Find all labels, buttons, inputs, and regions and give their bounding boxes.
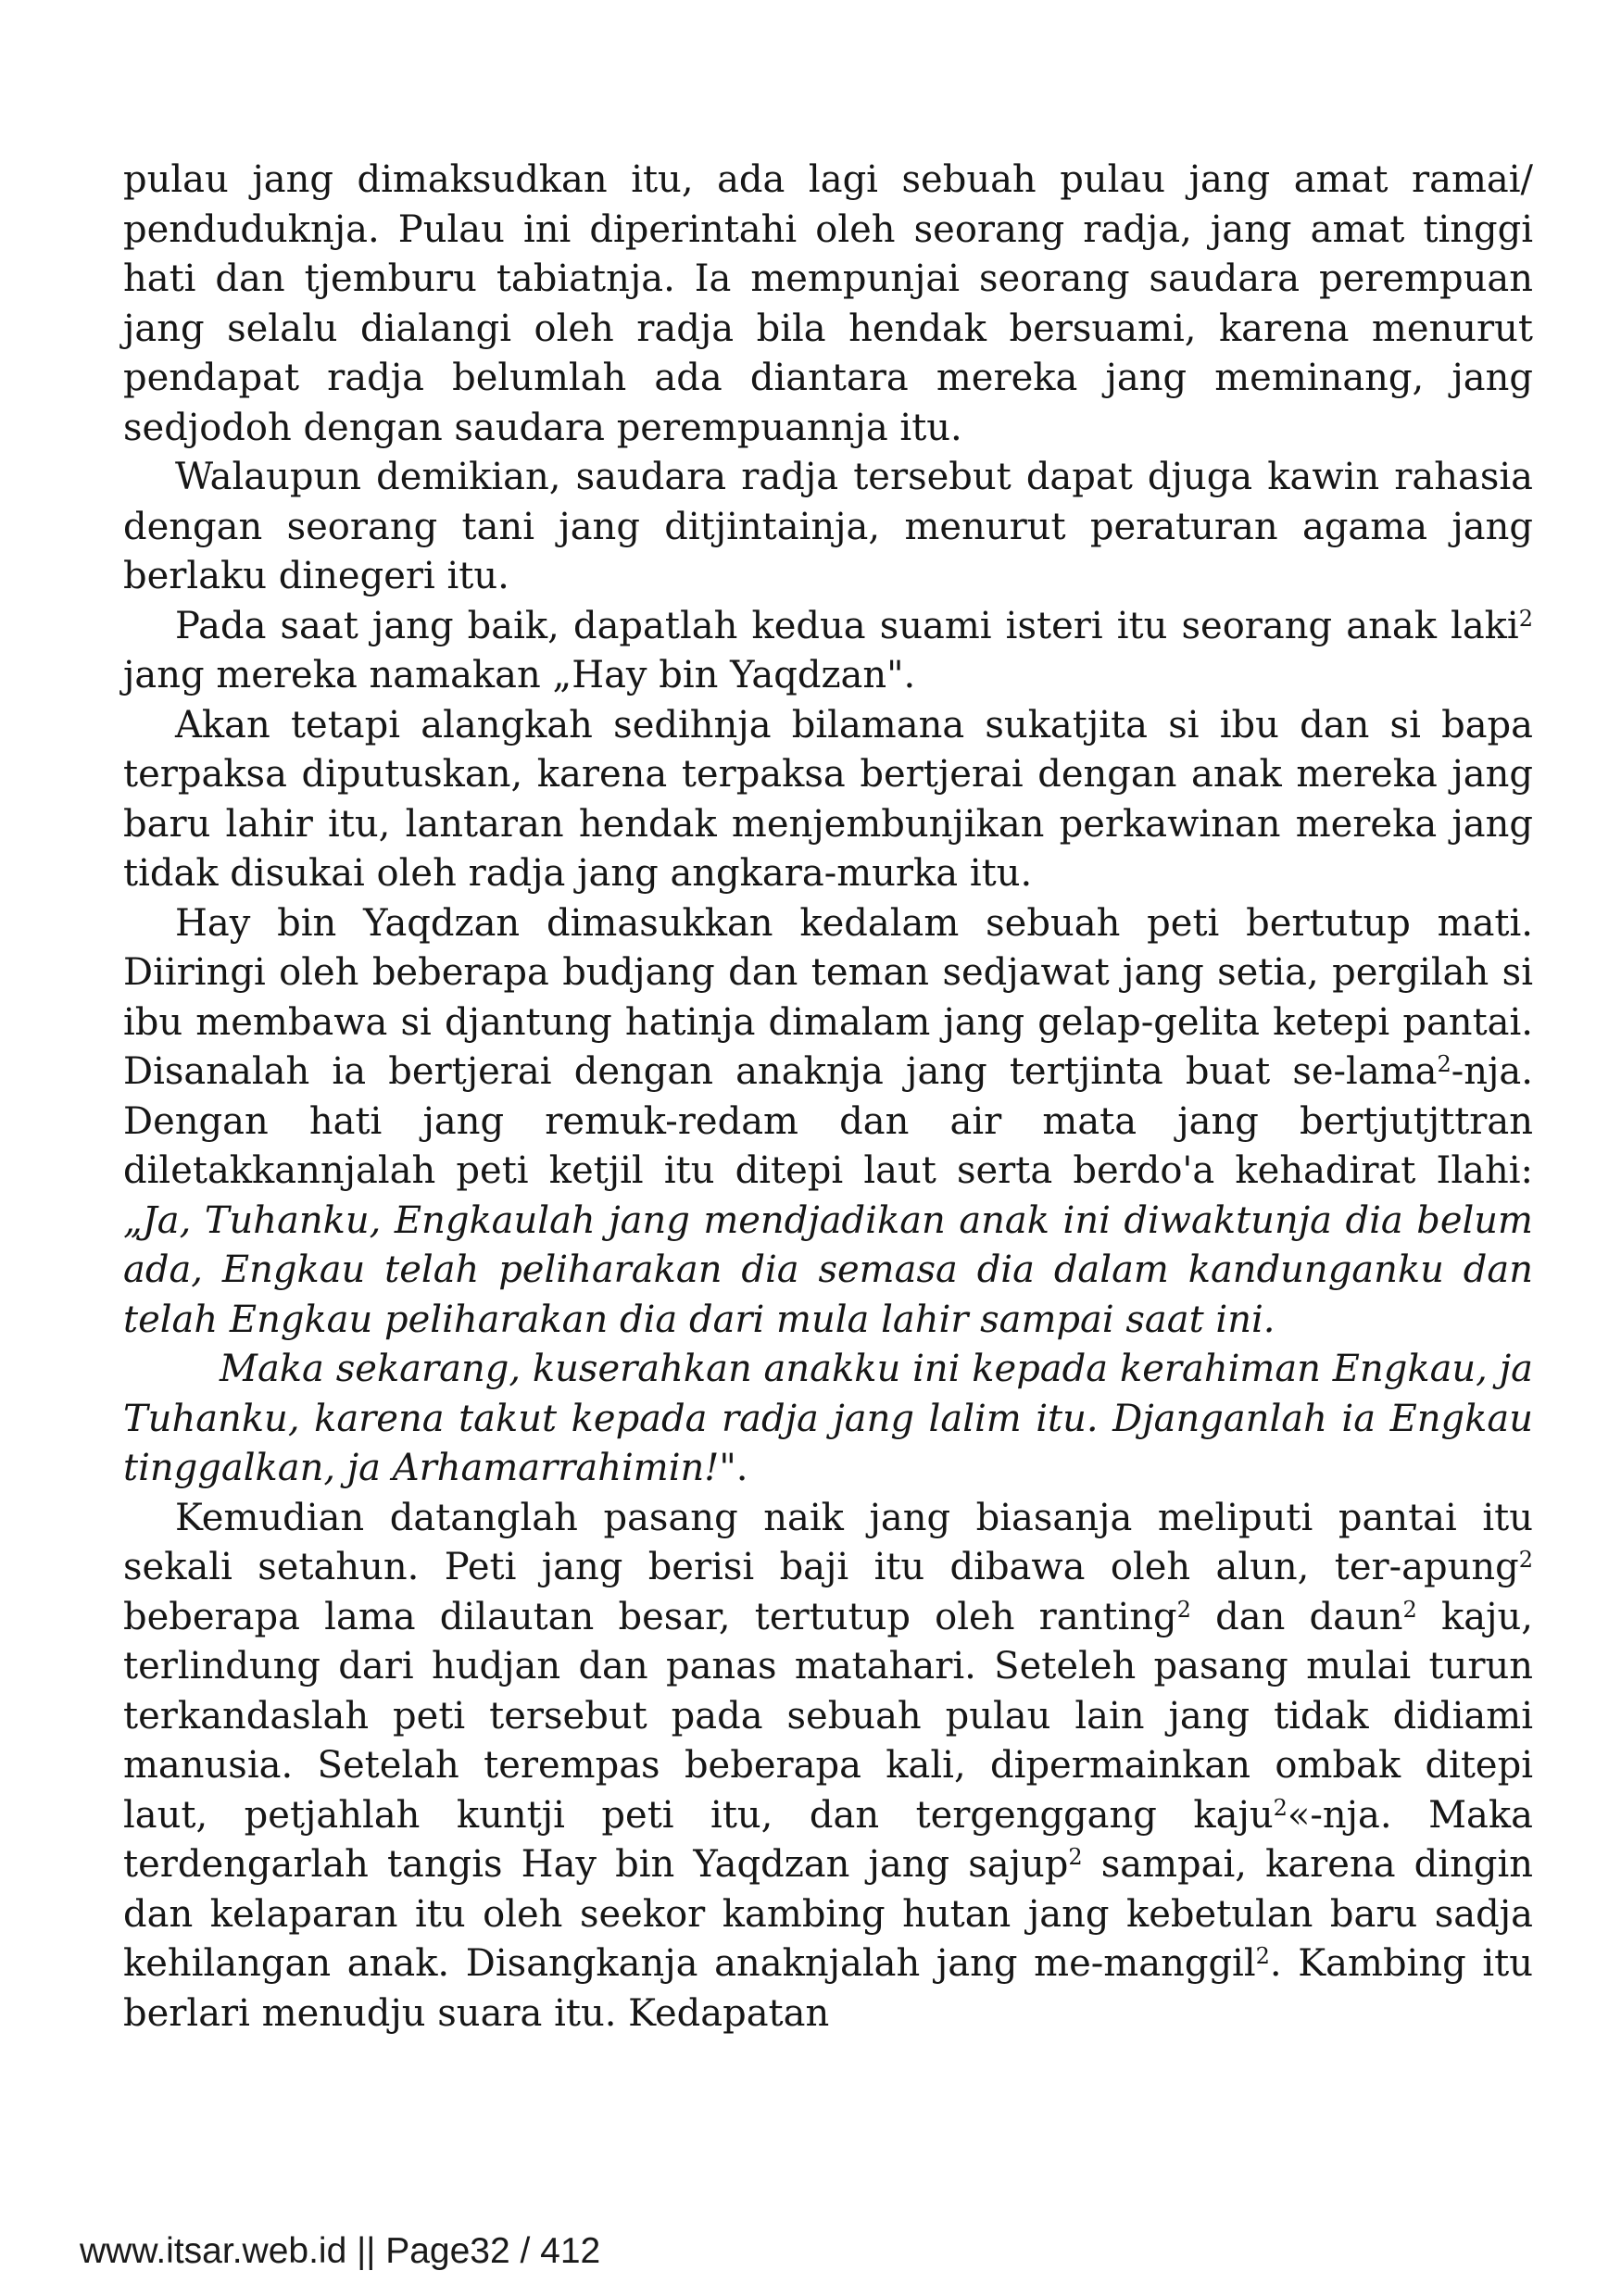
paragraph-5 [123,899,1533,1346]
reduplication-mark: 2 [1068,1844,1083,1870]
reduplication-mark: 2 [1176,1596,1191,1623]
paragraph-7-text-6: sampai, karena dingin dan kelaparan itu oleh seekor kambing hutan jang kebetulan baru sadja kehilangan anak. Disangkanja anaknjalah jang me-manggil [123,1843,1534,1985]
paragraph-6 [123,1345,1533,1494]
paragraph-5-text-b: -nja. Dengan hati jang remuk-redam dan air mata jang bertjutjttran diletakkannjalah peti ketjil itu ditepi laut serta berdo'a kehadirat Ilahi: [123,1050,1533,1192]
paragraph-7-text-5: «-nja. Maka terdengarlah tangis Hay bin Yaqdzan jang sajup [123,1793,1533,1886]
paragraph-7-text-4: kaju, terlindung dari hudjan dan panas matahari. Seteleh pasang mulai turun terkandaslah peti tersebut pada sebuah pulau lain jang tidak didiami manusia. Setelah terempas beberapa kali, dipermainkan ombak ditepi laut, petjahlah kuntji peti itu, dan tergenggang kaju [123,1595,1533,1837]
paragraph-7-text-1: Kemudian datanglah pasang naik jang biasanja meliputi pantai itu sekali setahun. Peti jang berisi baji itu dibawa oleh alun, ter-apung [123,1496,1533,1588]
reduplication-mark: 2 [1518,1547,1533,1573]
prayer-quote-2: Maka sekarang, kuserahkan anakku ini kepada kerahiman Engkau, ja Tuhanku, karena takut kepada radja jang lalim itu. Djanganlah ia Engkau tinggalkan, ja Arhamarrahimin! [123,1348,1533,1489]
paragraph-3-text-b: jang mereka namakan „Hay bin Yaqdzan". [123,654,916,696]
paragraph-5-text-a: Hay bin Yaqdzan dimasukkan kedalam sebuah peti bertutup mati. Diiringi oleh beberapa budjang dan teman sedjawat jang setia, pergilah si ibu membawa si djantung hatinja dimalam jang gelap-gelita ketepi pantai. Disanalah ia bertjerai dengan anaknja jang tertjinta buat se-lama [123,901,1533,1093]
paragraph-7-text-3: dan daun [1190,1595,1403,1638]
paragraph-1 [123,156,1533,453]
paragraph-7-text-7: . Kambing itu berlari menudju suara itu. Kedapatan [123,1942,1533,2035]
paragraph-4-text: Akan tetapi alangkah sedihnja bilamana sukatjita si ibu dan si bapa terpaksa diputuskan, karena terpaksa bertjerai dengan anak mereka jang baru lahir itu, lantaran hendak menjembunjikan perkawinan mereka jang tidak disukai oleh radja jang angkara-murka itu. [123,703,1533,895]
paragraph-2 [123,453,1533,602]
paragraph-3 [123,602,1533,701]
page-body [123,156,1533,2039]
paragraph-7 [123,1494,1533,2039]
prayer-quote-1: „Ja, Tuhanku, Engkaulah jang mendjadikan anak ini diwaktunja dia belum ada, Engkau telah peliharakan dia semasa dia dalam kandunganku dan telah Engkau peliharakan dia dari mula lahir sampai saat ini. [123,1198,1533,1341]
paragraph-7-text-2: beberapa lama dilautan besar, tertutup oleh ranting [123,1595,1177,1638]
page-footer: www.itsar.web.id || Page32 / 412 [80,2231,601,2271]
reduplication-mark: 2 [1255,1943,1270,1969]
prayer-quote-end: ". [719,1447,748,1489]
reduplication-mark: 2 [1518,605,1533,632]
paragraph-4 [123,701,1533,899]
reduplication-mark: 2 [1437,1051,1451,1077]
paragraph-1-text: pulau jang dimaksudkan itu, ada lagi sebuah pulau jang amat ramai/ penduduknja. Pulau ini diperintahi oleh seorang radja, jang amat tinggi hati dan tjemburu tabiatnja. Ia mempunjai seorang saudara perempuan jang selalu dialangi oleh radja bila hendak bersuami, karena menurut pendapat radja belumlah ada diantara mereka jang meminang, jang sedjodoh dengan saudara perempuannja itu. [123,158,1533,449]
paragraph-2-text: Walaupun demikian, saudara radja tersebut dapat djuga kawin rahasia dengan seorang tani jang ditjintainja, menurut peraturan agama jang berlaku dinegeri itu. [123,456,1533,597]
paragraph-3-text-a: Pada saat jang baik, dapatlah kedua suami isteri itu seorang anak laki [175,604,1519,647]
reduplication-mark: 2 [1402,1596,1417,1623]
reduplication-mark: 2 [1273,1794,1288,1821]
